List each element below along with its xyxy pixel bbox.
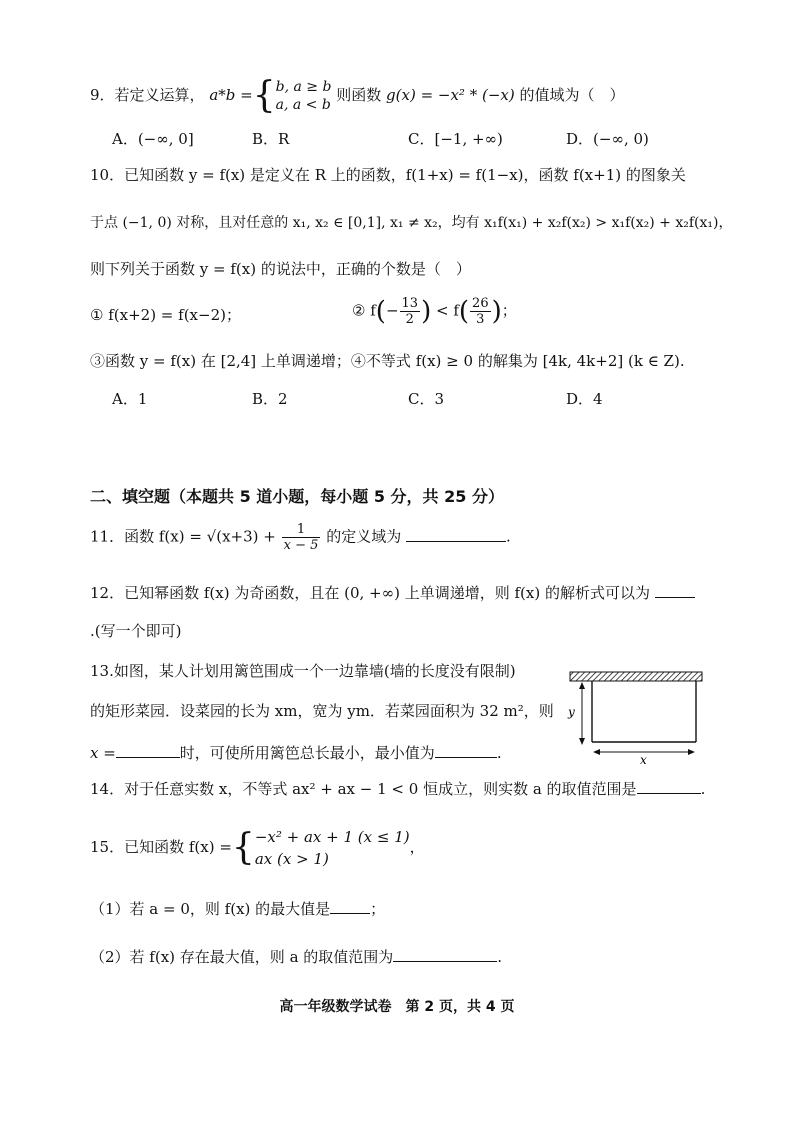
q11-den: x − 5	[283, 538, 319, 553]
q9-intro: 若定义运算，	[114, 86, 205, 104]
q10-number: 10．	[90, 166, 125, 184]
q15-pre: 15．已知函数 f(x) =	[90, 838, 232, 856]
q15-p2-text: （2）若 f(x) 存在最大值，则 a 的取值范围为	[90, 948, 394, 966]
y-arrow-bottom	[579, 738, 585, 745]
q15-part1	[90, 898, 385, 920]
q11-pre: 11．函数 f(x) = √(x+3) +	[90, 527, 276, 546]
q10-s2-num2: 26	[472, 296, 489, 311]
q12-text: 12．已知幂函数 f(x) 为奇函数，且在 (0, +∞) 上单调递增，则 f(x) 的解析式可以为	[90, 584, 650, 602]
q15-p1-end: ；	[370, 900, 386, 918]
q15-comma: ，	[409, 838, 425, 856]
q9-option-d: D．(−∞, 0)	[566, 130, 649, 148]
q9-number: 9．	[90, 86, 115, 104]
q15-part2	[90, 946, 502, 968]
q10-option-b: B．2	[252, 390, 288, 408]
q10-s2-paren-open: (	[375, 296, 386, 327]
q9-func: g(x) = −x² * (−x)	[386, 86, 515, 104]
q13-line1: 13.如图，某人计划用篱笆围成一个一边靠墙(墙的长度没有限制)	[90, 662, 516, 680]
q9-case1: b, a ≥ b	[275, 79, 332, 95]
q9-option-c: C．[−1, +∞)	[408, 130, 503, 148]
q10-s2-frac1	[400, 296, 421, 327]
q13-end: .	[496, 744, 502, 762]
q10-s2-frac2	[470, 296, 491, 327]
q11-num: 1	[282, 522, 321, 538]
q10-line2: 于点 (−1, 0) 对称，且对任意的 x₁, x₂ ∈ [0,1], x₁ ≠ x₂，均有 x₁f(x₁) + x₂f(x₂) > x₁f(x₂) + x₂f(x₁)，	[90, 215, 733, 231]
q10-s2-mid: < f	[436, 301, 459, 320]
q13-x-eq: x =	[90, 744, 116, 762]
q12-line2: .(写一个即可)	[90, 622, 182, 640]
q10-text1: 已知函数 y = f(x) 是定义在 R 上的函数，f(1+x) = f(1−x)，函数 f(x+1) 的图象关	[124, 166, 686, 184]
q11-post: 的定义域为	[326, 527, 402, 546]
q14-text: 14．对于任意实数 x，不等式 ax² + ax − 1 < 0 恒成立，则实数 a 的取值范围是	[90, 780, 637, 798]
q10-s2-paren2-open: (	[458, 296, 470, 327]
y-arrow-top	[579, 682, 585, 689]
q10-statement-34: ③函数 y = f(x) 在 [2,4] 上单调递增；④不等式 f(x) ≥ 0 的解集为 [4k, 4k+2] (k ∈ Z).	[90, 352, 685, 370]
q9-brace: {	[252, 75, 276, 116]
page-footer: 高一年级数学试卷 第 2 页，共 4 页	[279, 999, 515, 1015]
q15-brace: {	[231, 827, 255, 868]
q9-case2: a, a < b	[275, 97, 331, 113]
q15-p1-answer-blank[interactable]	[330, 899, 370, 914]
q12-line1	[90, 582, 695, 604]
q13-line3	[90, 742, 502, 764]
q10-statement-1: ① f(x+2) = f(x−2)；	[90, 306, 241, 324]
q10-s2-paren2-close: )	[491, 296, 502, 327]
q10-option-a: A．1	[112, 390, 148, 408]
x-label: x	[640, 753, 647, 766]
q11-end: .	[505, 527, 511, 546]
q15-p2-answer-blank[interactable]	[393, 947, 497, 962]
q10-statement-2: ② f(− $\frac{13}{2}$ ) < f( $\frac{26}{3}$ )；	[352, 296, 517, 327]
q11-answer-blank[interactable]	[406, 527, 506, 542]
q13-line2: 的矩形菜园．设菜园的长为 xm，宽为 ym．若菜园面积为 32 m²，则	[90, 702, 554, 720]
q13-answer-blank-x[interactable]	[116, 743, 180, 758]
q11-frac	[282, 522, 321, 553]
q10-line3: 则下列关于函数 y = f(x) 的说法中，正确的个数是（ ）	[90, 260, 471, 278]
q9-line	[90, 75, 625, 116]
q10-s2-den1: 2	[405, 312, 414, 327]
q15-p2-end: .	[497, 948, 503, 966]
wall-hatch	[570, 672, 702, 681]
q9-option-b: B．R	[252, 130, 290, 148]
q10-option-d: D．4	[566, 390, 603, 408]
q10-option-c: C．3	[408, 390, 445, 408]
q15-cases	[255, 826, 410, 870]
q10-s2-paren-close: )	[421, 296, 432, 327]
q9-option-a: A．(−∞, 0]	[112, 130, 194, 148]
q14-end: .	[700, 780, 706, 798]
section-fill-in-heading: 二、填空题（本题共 5 道小题，每小题 5 分，共 25 分）	[90, 487, 504, 506]
q11-line	[90, 522, 511, 553]
q13-garden-figure	[562, 666, 710, 766]
q10-s2-end: ；	[501, 301, 517, 320]
q15-case2: ax (x > 1)	[254, 850, 329, 868]
q10-line1	[90, 164, 686, 186]
q10-s2-num1: 13	[401, 296, 419, 311]
q10-s2-pre: ② f	[352, 301, 376, 320]
q9-cases	[276, 78, 332, 114]
q9-tail: 的值域为（ ）	[519, 86, 625, 104]
q13-text-mid: 时，可使所用篱笆总长最小，最小值为	[179, 744, 435, 762]
q14-line	[90, 778, 705, 800]
y-label: y	[568, 705, 575, 719]
q15-line	[90, 826, 425, 870]
q9-mid: 则函数	[336, 86, 382, 104]
q9-def-lhs: a*b =	[209, 86, 253, 104]
x-arrow-left	[593, 749, 600, 755]
q13-answer-blank-min[interactable]	[435, 743, 497, 758]
q15-p1-text: （1）若 a = 0，则 f(x) 的最大值是	[90, 900, 331, 918]
q12-answer-blank[interactable]	[655, 583, 695, 598]
x-arrow-right	[688, 749, 695, 755]
q14-answer-blank[interactable]	[637, 779, 701, 794]
q15-case1: −x² + ax + 1 (x ≤ 1)	[254, 828, 410, 846]
q10-s2-den2: 3	[476, 312, 485, 327]
